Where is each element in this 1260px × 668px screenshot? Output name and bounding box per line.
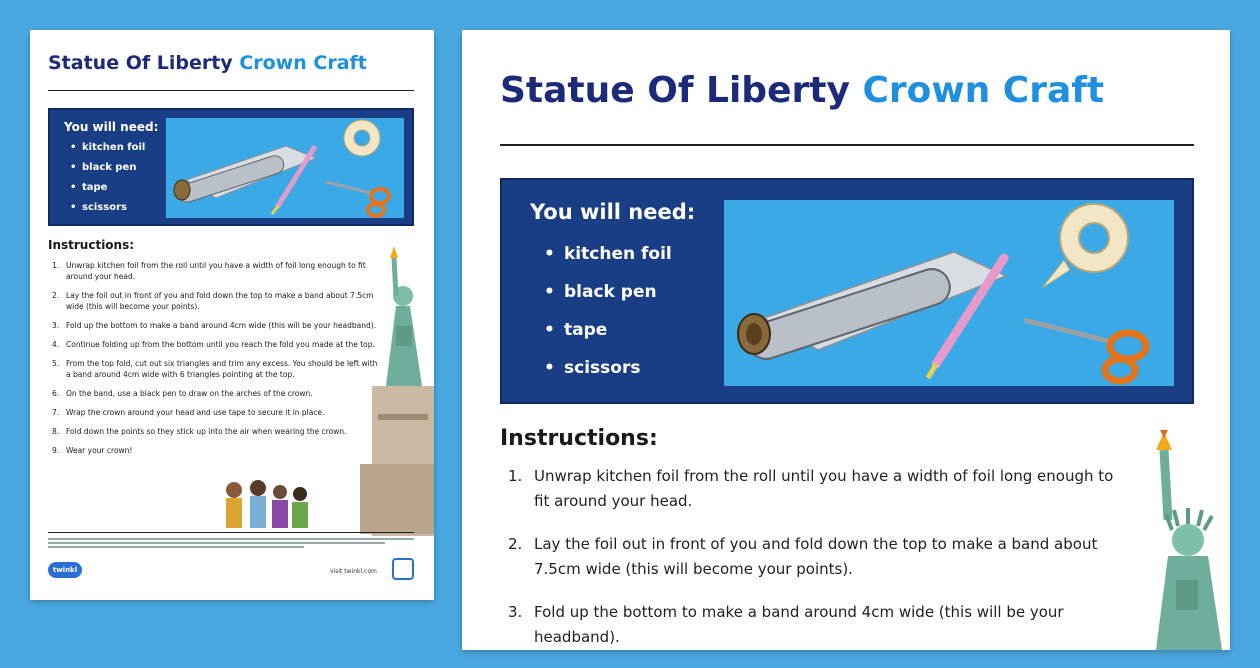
materials-item: • black pen xyxy=(544,282,672,320)
materials-item: • tape xyxy=(70,182,145,202)
instruction-step: 2. Lay the foil out in front of you and fold down the top to make a band about 7.5cm wide (this will become your points). xyxy=(52,291,374,311)
materials-item: • tape xyxy=(544,320,672,358)
instruction-step: 1. Unwrap kitchen foil from the roll until you have a width of foil long enough to fit around your head. xyxy=(508,467,1114,510)
instruction-step: 5. From the top fold, cut out six triangles and trim any excess. You should be left with a band around 4cm wide with 6 triangles pointing at the top. xyxy=(52,359,378,379)
instructions-heading: Instructions: xyxy=(500,426,658,451)
disclaimer-text xyxy=(48,538,414,550)
visit-link[interactable]: visit twinkl.com xyxy=(330,568,377,575)
twinkl-logo: twinkl xyxy=(48,562,82,578)
materials-heading: You will need: xyxy=(64,120,159,134)
instructions-heading: Instructions: xyxy=(48,238,135,252)
page-title: Statue Of Liberty Crown Craft xyxy=(500,70,1105,111)
materials-list xyxy=(544,244,672,396)
tape-illustration xyxy=(1042,204,1128,288)
worksheet-thumbnail xyxy=(30,30,434,600)
materials-panel xyxy=(500,178,1194,404)
materials-item: • scissors xyxy=(544,358,672,396)
instruction-step: 2. Lay the foil out in front of you and fold down the top to make a band about 7.5cm wide (this will become your points). xyxy=(508,535,1098,578)
worksheet-zoomed xyxy=(462,30,1230,650)
instructions-list xyxy=(508,464,1128,668)
foil-roll-illustration xyxy=(738,252,1006,364)
materials-panel xyxy=(48,108,414,226)
materials-item: • kitchen foil xyxy=(70,142,145,162)
instruction-step: 7. Wrap the crown around your head and use tape to secure it in place. xyxy=(52,408,325,417)
scissors-illustration xyxy=(326,182,389,216)
materials-item: • kitchen foil xyxy=(544,244,672,282)
title-divider xyxy=(48,90,414,91)
badge-icon xyxy=(392,558,414,580)
instruction-step: 3. Fold up the bottom to make a band around 4cm wide (this will be your headband). xyxy=(52,321,377,330)
materials-item: • black pen xyxy=(70,162,145,182)
instruction-step: 1. Unwrap kitchen foil from the roll until you have a width of foil long enough to fit around your head. xyxy=(52,261,366,281)
footer-divider xyxy=(48,532,414,533)
instruction-step: 8. Fold down the points so they stick up into the air when wearing the crown. xyxy=(52,427,347,436)
materials-picture xyxy=(724,200,1174,386)
children-illustration xyxy=(214,476,314,534)
instruction-step: 6. On the band, use a black pen to draw on the arches of the crown. xyxy=(52,389,313,398)
statue-of-liberty-illustration xyxy=(1138,430,1230,650)
materials-picture xyxy=(166,118,404,218)
scissors-illustration xyxy=(1024,320,1146,381)
materials-list xyxy=(70,142,145,222)
instruction-step: 3. Fold up the bottom to make a band around 4cm wide (this will be your headband). xyxy=(508,603,1064,646)
materials-heading: You will need: xyxy=(530,200,696,224)
materials-item: • scissors xyxy=(70,202,145,222)
title-divider xyxy=(500,144,1194,146)
instruction-step: 9. Wear your crown! xyxy=(52,446,133,455)
instruction-step: 4. Continue folding up from the bottom until you reach the fold you made at the top. xyxy=(52,340,375,349)
tape-illustration xyxy=(344,120,380,156)
page-title: Statue Of Liberty Crown Craft xyxy=(48,52,367,74)
